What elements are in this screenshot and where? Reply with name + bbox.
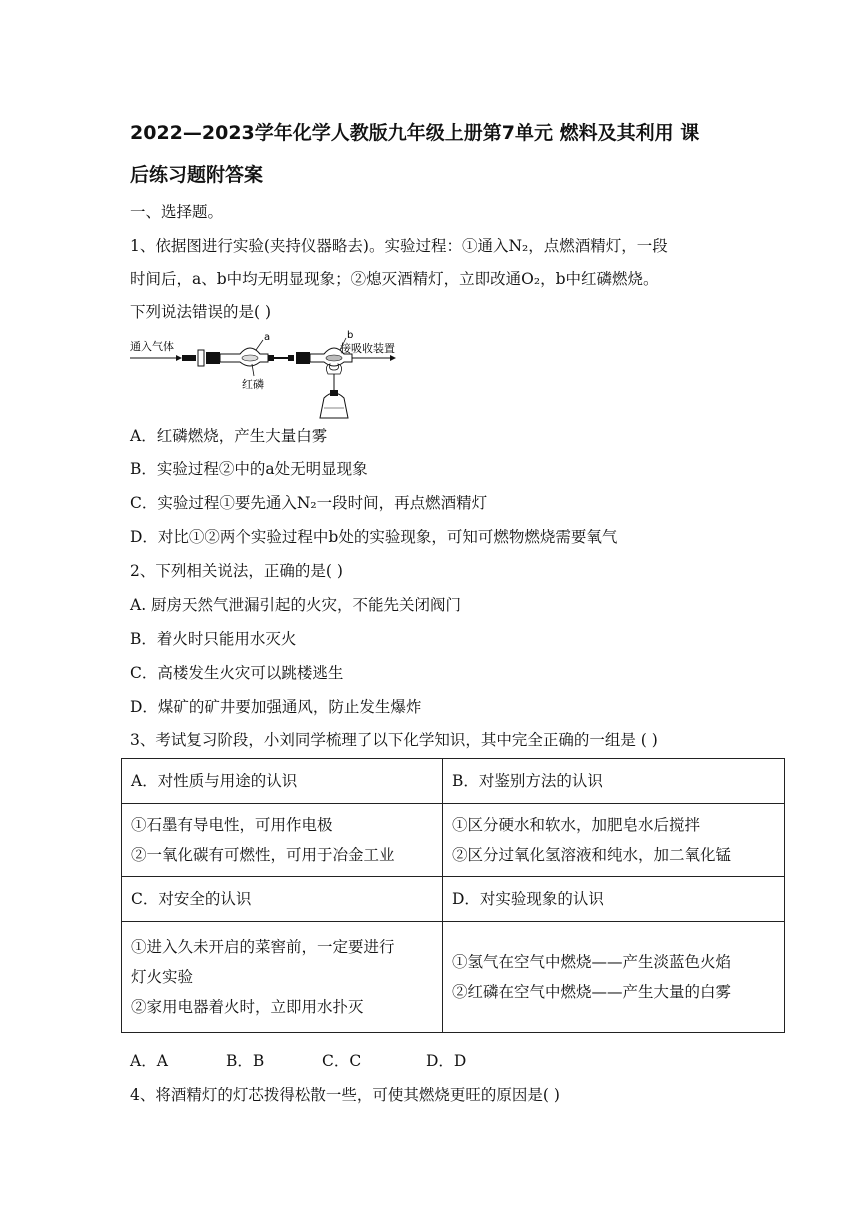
- q2-option-a: A. 厨房天然气泄漏引起的火灾，不能先关闭阀门: [130, 596, 462, 614]
- cell-a-body: [122, 804, 443, 877]
- cell-a-head: A．对性质与用途的认识: [122, 759, 443, 804]
- cell-a-item-2: ②一氧化碳有可燃性，可用于冶金工业: [131, 846, 395, 864]
- q1-stem-line-3: 下列说法错误的是( ): [130, 303, 272, 321]
- q2-stem: 2、下列相关说法，正确的是( ): [130, 562, 343, 580]
- q2-option-b: B．着火时只能用水灭火: [130, 630, 297, 648]
- q1-option-b: B．实验过程②中的a处无明显现象: [130, 460, 368, 478]
- q1-option-a: A．红磷燃烧，产生大量白雾: [130, 427, 328, 445]
- q2-option-c: C．高楼发生火灾可以跳楼逃生: [130, 664, 344, 682]
- cell-d-body: [443, 922, 785, 1033]
- cell-a-item-1: ①石墨有导电性，可用作电极: [131, 816, 333, 834]
- figure-label-a: a: [264, 332, 271, 343]
- cell-c-head: C．对安全的认识: [122, 877, 443, 922]
- q3-table: [121, 758, 785, 1033]
- cell-d-head: D．对实验现象的认识: [443, 877, 785, 922]
- cell-c-item-1: ①进入久未开启的菜窖前，一定要进行: [131, 938, 395, 956]
- q2-option-d: D．煤矿的矿井要加强通风，防止发生爆炸: [130, 698, 422, 716]
- cell-c-item-1-cont: 灯火实验: [131, 968, 194, 986]
- figure-label-outlet: 接吸收装置: [340, 342, 395, 355]
- cell-b-body: [443, 804, 785, 877]
- cell-b-item-2: ②区分过氧化氢溶液和纯水，加二氧化锰: [452, 846, 732, 864]
- figure-label-inlet: 通入气体: [130, 340, 174, 353]
- cell-d-item-2: ②红磷在空气中燃烧——产生大量的白雾: [452, 983, 732, 1001]
- cell-d-item-1: ①氢气在空气中燃烧——产生淡蓝色火焰: [452, 953, 732, 971]
- cell-b-item-1: ①区分硬水和软水，加肥皂水后搅拌: [452, 816, 701, 834]
- cell-b-head: B．对鉴别方法的认识: [443, 759, 785, 804]
- page-title: [130, 112, 750, 196]
- figure-label-phosphorus: 红磷: [242, 378, 264, 391]
- title-line-2: 后练习题附答案: [130, 164, 264, 186]
- q1-stem-line-2: 时间后，a、b中均无明显现象；②熄灭酒精灯，立即改通O₂，b中红磷燃烧。: [130, 270, 659, 288]
- section-heading: 一、选择题。: [130, 203, 224, 221]
- cell-c-item-2: ②家用电器着火时，立即用水扑灭: [131, 998, 364, 1016]
- figure-label-b: b: [347, 330, 354, 341]
- q3-stem: 3、考试复习阶段，小刘同学梳理了以下化学知识，其中完全正确的一组是 ( ): [130, 731, 658, 749]
- q1-option-d: D．对比①②两个实验过程中b处的实验现象，可知可燃物燃烧需要氧气: [130, 528, 618, 546]
- q3-option-a: A．A: [130, 1052, 168, 1070]
- q3-option-d: D．D: [426, 1052, 467, 1070]
- q3-option-b: B．B: [226, 1052, 265, 1070]
- cell-c-body: [122, 922, 443, 1033]
- q1-option-c: C．实验过程①要先通入N₂一段时间，再点燃酒精灯: [130, 494, 488, 512]
- title-line-1: 2022—2023学年化学人教版九年级上册第7单元 燃料及其利用 课: [130, 122, 700, 144]
- q3-option-c: C．C: [322, 1052, 362, 1070]
- q3-options: [130, 1050, 466, 1072]
- q1-stem-line-1: 1、依据图进行实验(夹持仪器略去)。实验过程：①通入N₂，点燃酒精灯，一段: [130, 237, 668, 255]
- q4-stem: 4、将酒精灯的灯芯拨得松散一些，可使其燃烧更旺的原因是( ): [130, 1086, 560, 1104]
- apparatus-figure: [128, 330, 398, 420]
